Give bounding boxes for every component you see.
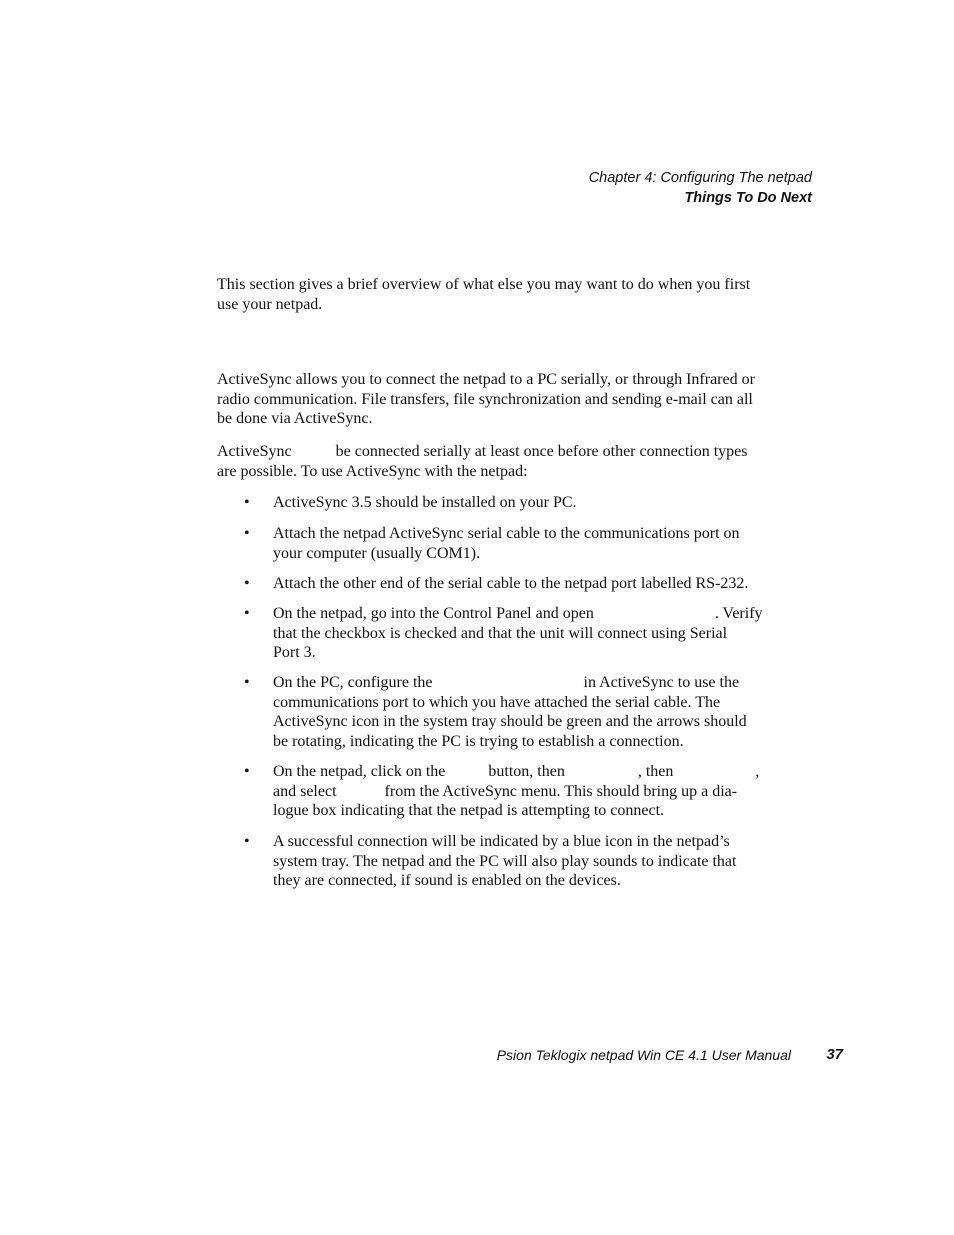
bullet-icon: •	[244, 605, 250, 622]
text-line: Port 3.	[273, 644, 316, 662]
bullet-icon: •	[244, 763, 250, 780]
text-line: radio communication. File transfers, file synchronization and sending e-mail can all	[217, 390, 753, 408]
bullet-icon: •	[244, 525, 250, 542]
manual-title: Psion Teklogix netpad Win CE 4.1 User Manual	[496, 1047, 791, 1063]
text-line: that the checkbox is checked and that the unit will connect using Serial	[273, 624, 728, 642]
bullet-icon: •	[244, 575, 250, 592]
text-line: Attach the netpad ActiveSync serial cable to the communications port on	[273, 525, 740, 542]
text-line: ActiveSync 3.5 should be installed on your PC.	[273, 494, 577, 511]
bullet-icon: •	[244, 674, 250, 691]
text-line: ActiveSync icon in the system tray should be green and the arrows should	[273, 713, 747, 731]
text-line: This section gives a brief overview of what else you may want to do when you first	[217, 276, 751, 293]
page-footer	[0, 1047, 954, 1067]
text-line: and select from the ActiveSync menu. This should bring up a dia-	[273, 782, 738, 800]
text-line: Attach the other end of the serial cable to the netpad port labelled RS-232.	[273, 575, 749, 592]
text-line: system tray. The netpad and the PC will also play sounds to indicate that	[273, 852, 737, 870]
text-line: logue box indicating that the netpad is attempting to connect.	[273, 802, 665, 820]
running-header	[589, 168, 812, 208]
section-title: Things To Do Next	[684, 190, 812, 206]
text-line: be done via ActiveSync.	[217, 410, 373, 428]
text-line: ActiveSync be connected serially at least once before other connection types	[217, 443, 748, 460]
text-line: On the PC, configure the in ActiveSync to use the	[273, 674, 740, 691]
intro-paragraph	[217, 275, 782, 314]
text-line: On the netpad, click on the button, then , then ,	[273, 763, 760, 780]
text-line: use your netpad.	[217, 295, 323, 313]
text-line: On the netpad, go into the Control Panel and open . Verify	[273, 605, 763, 622]
activesync-paragraph	[217, 370, 782, 429]
text-line: be rotating, indicating the PC is trying to establish a connection.	[273, 732, 684, 750]
bullet-icon: •	[244, 833, 250, 850]
text-line: ActiveSync allows you to connect the netpad to a PC serially, or through Infrared or	[217, 371, 755, 388]
text-line: are possible. To use ActiveSync with the netpad:	[217, 462, 528, 480]
text-line: they are connected, if sound is enabled on the devices.	[273, 872, 621, 890]
bullet-icon: •	[244, 494, 250, 511]
text-line: communications port to which you have attached the serial cable. The	[273, 693, 721, 711]
text-line: A successful connection will be indicated by a blue icon in the netpad’s	[273, 833, 730, 850]
chapter-title: Chapter 4: Configuring The netpad	[588, 170, 812, 186]
activesync-requirement-paragraph	[217, 442, 782, 481]
text-line: your computer (usually COM1).	[273, 544, 481, 562]
page-number: 37	[826, 1046, 843, 1063]
